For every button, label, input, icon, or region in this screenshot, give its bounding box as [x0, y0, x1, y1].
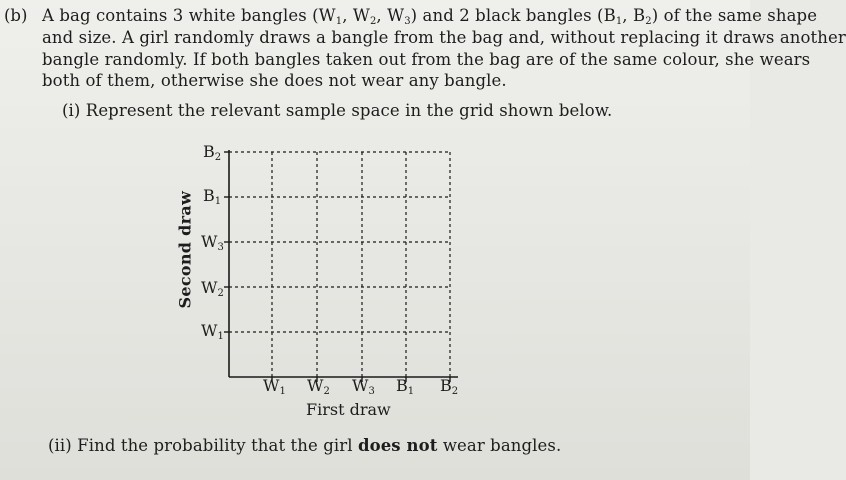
x-label-b1: $B_1$ — [396, 376, 415, 397]
question-label: (b) — [4, 6, 28, 25]
part-i-text: (i) Represent the relevant sample space in the grid shown below. — [62, 101, 613, 120]
grid-horizontal-lines — [229, 152, 450, 332]
x-label-b2: $B_2$ — [440, 376, 459, 397]
y-label-w2: $W_2$ — [201, 278, 224, 299]
question-text-line-4: both of them, otherwise she does not wear any bangle. — [42, 71, 507, 90]
y-axis-title: Second draw — [175, 190, 195, 309]
x-label-w3: $W_3$ — [352, 376, 375, 397]
question-text-line-1: A bag contains 3 white bangles ($W_1$, $W_2$, $W_3$) and 2 black bangles ($B_1$, $B_2$) of the same shape — [42, 6, 818, 27]
question-text-line-2: and size. A girl randomly draws a bangle from the bag and, without replacing it draws another — [42, 28, 846, 47]
y-label-b1: $B_1$ — [203, 186, 222, 207]
part-ii-text: (ii) Find the probability that the girl does not wear bangles. — [48, 436, 562, 455]
y-label-b2: $B_2$ — [203, 142, 222, 163]
x-label-w1: $W_1$ — [263, 376, 286, 397]
y-label-w3: $W_3$ — [201, 232, 224, 253]
x-axis-title: First draw — [306, 400, 391, 419]
x-label-w2: $W_2$ — [307, 376, 330, 397]
grid-vertical-lines — [272, 152, 450, 377]
y-label-w1: $W_1$ — [201, 321, 224, 342]
axis-ticks — [224, 152, 450, 382]
question-text-line-3: bangle randomly. If both bangles taken out from the bag are of the same colour, she wears — [42, 50, 811, 69]
